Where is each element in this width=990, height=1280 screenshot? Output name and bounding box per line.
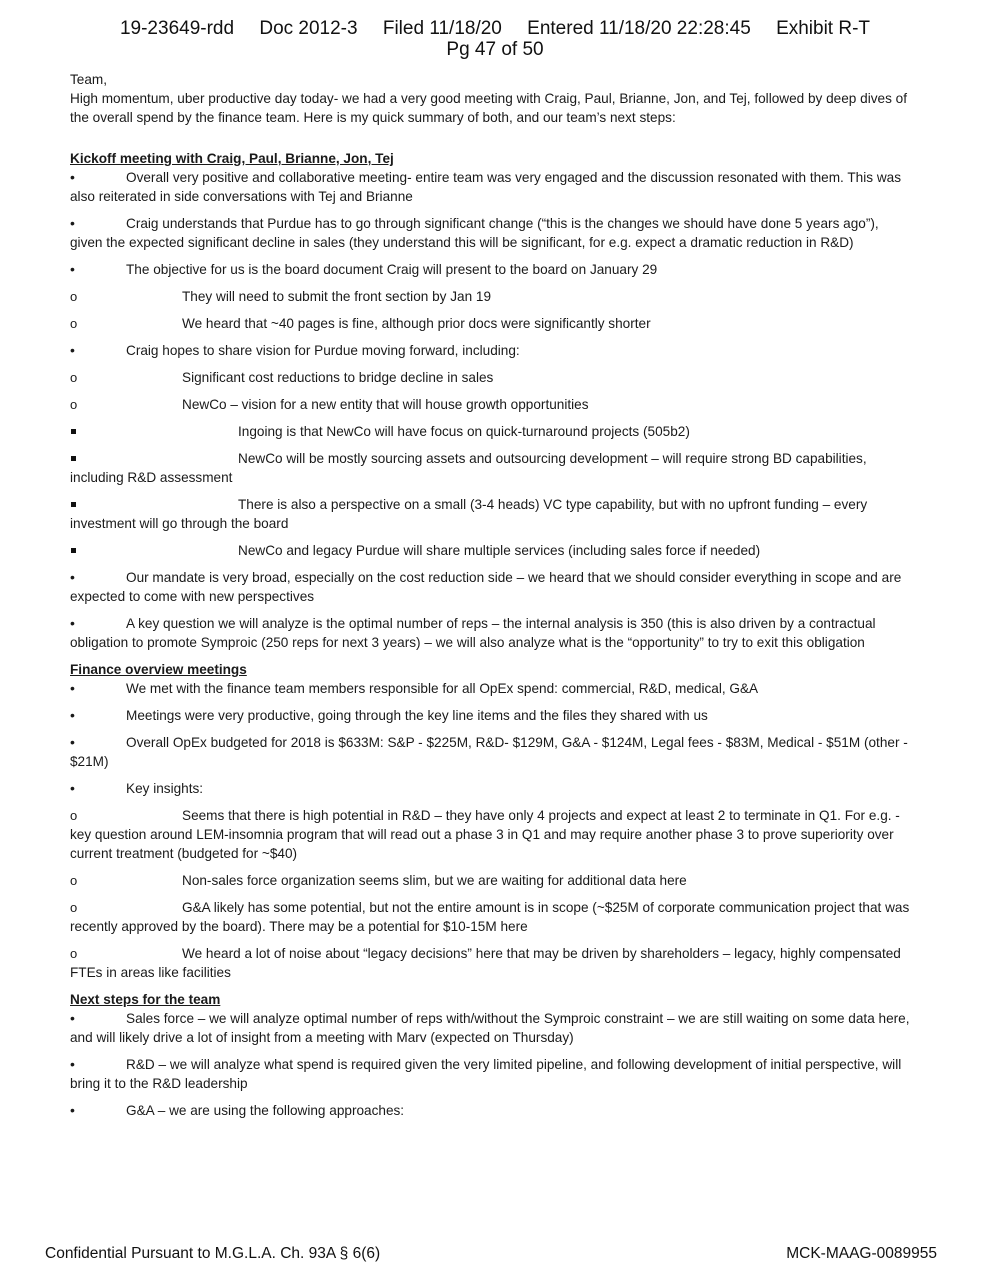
list-item bbox=[70, 568, 910, 606]
section-heading: Kickoff meeting with Craig, Paul, Brianne, Jon, Tej bbox=[70, 151, 394, 166]
list-item-text: We heard a lot of noise about “legacy decisions” here that may be driven by shareholders – legacy, highly compensated FTEs in areas like facilities bbox=[70, 946, 901, 980]
bullet-bullet-icon bbox=[70, 733, 90, 752]
square-bullet-icon bbox=[70, 541, 90, 560]
bates-number: MCK-MAAG-0089955 bbox=[786, 1245, 937, 1262]
list-item-text: We met with the finance team members responsible for all OpEx spend: commercial, R&D, medical, G&A bbox=[126, 681, 759, 696]
memo-sections bbox=[70, 149, 910, 1120]
list-item bbox=[70, 871, 910, 890]
list-item bbox=[70, 495, 910, 533]
bullet-bullet-icon bbox=[70, 614, 90, 633]
square-bullet-icon bbox=[70, 422, 90, 441]
circle-bullet-icon bbox=[70, 806, 90, 825]
list-item bbox=[70, 449, 910, 487]
list-item-text: Meetings were very productive, going through the key line items and the files they shared with us bbox=[126, 708, 708, 723]
circle-bullet-icon bbox=[70, 944, 90, 963]
list-item-text: Craig hopes to share vision for Purdue moving forward, including: bbox=[126, 343, 520, 358]
exhibit-label: Exhibit R-T bbox=[776, 18, 871, 39]
list-item bbox=[70, 314, 910, 333]
list-item bbox=[70, 541, 910, 560]
circle-bullet-icon bbox=[70, 314, 90, 333]
list-item-text: Our mandate is very broad, especially on the cost reduction side – we heard that we should consider everything in scope and are expected to come with new perspectives bbox=[70, 570, 902, 604]
list-item-text: We heard that ~40 pages is fine, although prior docs were significantly shorter bbox=[182, 316, 651, 331]
list-item-text: Non-sales force organization seems slim, but we are waiting for additional data here bbox=[182, 873, 687, 888]
bullet-bullet-icon bbox=[70, 706, 90, 725]
list-item-text: NewCo and legacy Purdue will share multiple services (including sales force if needed) bbox=[238, 543, 761, 558]
circle-bullet-icon bbox=[70, 395, 90, 414]
list-item bbox=[70, 1055, 910, 1093]
filed-date: Filed 11/18/20 bbox=[382, 18, 502, 39]
circle-bullet-icon bbox=[70, 898, 90, 917]
bullet-bullet-icon bbox=[70, 260, 90, 279]
case-number: 19-23649-rdd bbox=[119, 18, 235, 39]
list-item-text: Overall OpEx budgeted for 2018 is $633M: S&P - $225M, R&D- $129M, G&A - $124M, Legal fees - $83M, Medical - $51M (other - $21M) bbox=[70, 735, 908, 769]
list-item-text: There is also a perspective on a small (3-4 heads) VC type capability, but with no upfront funding – every investment will go through the board bbox=[70, 497, 868, 531]
filing-info-line bbox=[0, 18, 990, 39]
bullet-bullet-icon bbox=[70, 1009, 90, 1028]
list-item bbox=[70, 1101, 910, 1120]
square-bullet-icon bbox=[70, 449, 90, 468]
list-item-text: Key insights: bbox=[126, 781, 204, 796]
list-item bbox=[70, 214, 910, 252]
list-item bbox=[70, 806, 910, 863]
list-item bbox=[70, 422, 910, 441]
bullet-bullet-icon bbox=[70, 168, 90, 187]
list-item-text: G&A – we are using the following approaches: bbox=[126, 1103, 405, 1118]
bullet-bullet-icon bbox=[70, 1101, 90, 1120]
list-item bbox=[70, 395, 910, 414]
bullet-bullet-icon bbox=[70, 779, 90, 798]
bullet-bullet-icon bbox=[70, 341, 90, 360]
memo-body bbox=[70, 70, 910, 1128]
list-item bbox=[70, 898, 910, 936]
intro-paragraph: High momentum, uber productive day today- we had a very good meeting with Craig, Paul, Brianne, Jon, and Tej, followed by deep dives of the overall spend by the finance team. Here is my quick summary of both, and our team’s next steps: bbox=[70, 91, 907, 125]
list-item-text: Overall very positive and collaborative meeting- entire team was very engaged and the discussion resonated with them. This was also reiterated in side conversations with Tej and Brianne bbox=[70, 170, 901, 204]
list-item bbox=[70, 1009, 910, 1047]
page-number: Pg 47 of 50 bbox=[446, 39, 544, 60]
section-heading: Finance overview meetings bbox=[70, 662, 247, 677]
bullet-bullet-icon bbox=[70, 214, 90, 233]
list-item bbox=[70, 341, 910, 360]
list-item bbox=[70, 733, 910, 771]
entered-date: Entered 11/18/20 22:28:45 bbox=[527, 18, 751, 39]
court-filing-header bbox=[0, 18, 990, 60]
list-item bbox=[70, 260, 910, 279]
list-item-text: Sales force – we will analyze optimal number of reps with/without the Symproic constraint – we are still waiting on some data here, and will likely drive a lot of insight from a meeting with Marv (expected on Thursday) bbox=[70, 1011, 910, 1045]
list-item bbox=[70, 944, 910, 982]
section-heading: Next steps for the team bbox=[70, 992, 221, 1007]
list-item bbox=[70, 779, 910, 798]
list-item-text: Craig understands that Purdue has to go through significant change (“this is the changes we should have done 5 years ago”), given the expected significant decline in sales (they understand this will be significant, for e.g. expect a dramatic reduction in R&D) bbox=[70, 216, 879, 250]
list-item-text: Seems that there is high potential in R&D – they have only 4 projects and expect at least 2 to terminate in Q1. For e.g. -key question around LEM-insomnia program that will read out a phase 3 in Q1 and may require another phase 3 to prove superiority over current treatment (budgeted for ~$40) bbox=[70, 808, 900, 861]
list-item bbox=[70, 706, 910, 725]
list-item-text: NewCo will be mostly sourcing assets and outsourcing development – will require strong BD capabilities, including R&D assessment bbox=[70, 451, 867, 485]
list-item bbox=[70, 679, 910, 698]
list-item-text: Ingoing is that NewCo will have focus on quick-turnaround projects (505b2) bbox=[238, 424, 690, 439]
circle-bullet-icon bbox=[70, 287, 90, 306]
list-item bbox=[70, 368, 910, 387]
list-item-text: The objective for us is the board document Craig will present to the board on January 29 bbox=[126, 262, 658, 277]
list-item-text: A key question we will analyze is the optimal number of reps – the internal analysis is 350 (this is also driven by a contractual obligation to promote Symproic (250 reps for next 3 years) – we will also analyze what is the “opportunity” to try to exit this obligation bbox=[70, 616, 876, 650]
list-item-text: NewCo – vision for a new entity that will house growth opportunities bbox=[182, 397, 589, 412]
square-bullet-icon bbox=[70, 495, 90, 514]
bullet-bullet-icon bbox=[70, 568, 90, 587]
bullet-bullet-icon bbox=[70, 1055, 90, 1074]
doc-number: Doc 2012-3 bbox=[259, 18, 358, 39]
circle-bullet-icon bbox=[70, 871, 90, 890]
list-item-text: They will need to submit the front section by Jan 19 bbox=[182, 289, 492, 304]
list-item bbox=[70, 168, 910, 206]
list-item-text: R&D – we will analyze what spend is required given the very limited pipeline, and following development of initial perspective, will bring it to the R&D leadership bbox=[70, 1057, 902, 1091]
list-item bbox=[70, 287, 910, 306]
bullet-bullet-icon bbox=[70, 679, 90, 698]
list-item bbox=[70, 614, 910, 652]
greeting: Team, bbox=[70, 72, 108, 87]
list-item-text: Significant cost reductions to bridge decline in sales bbox=[182, 370, 494, 385]
confidentiality-footer: Confidential Pursuant to M.G.L.A. Ch. 93A § 6(6) bbox=[45, 1245, 381, 1262]
circle-bullet-icon bbox=[70, 368, 90, 387]
list-item-text: G&A likely has some potential, but not the entire amount is in scope (~$25M of corporate communication project that was recently approved by the board). There may be a potential for $10-15M here bbox=[70, 900, 910, 934]
